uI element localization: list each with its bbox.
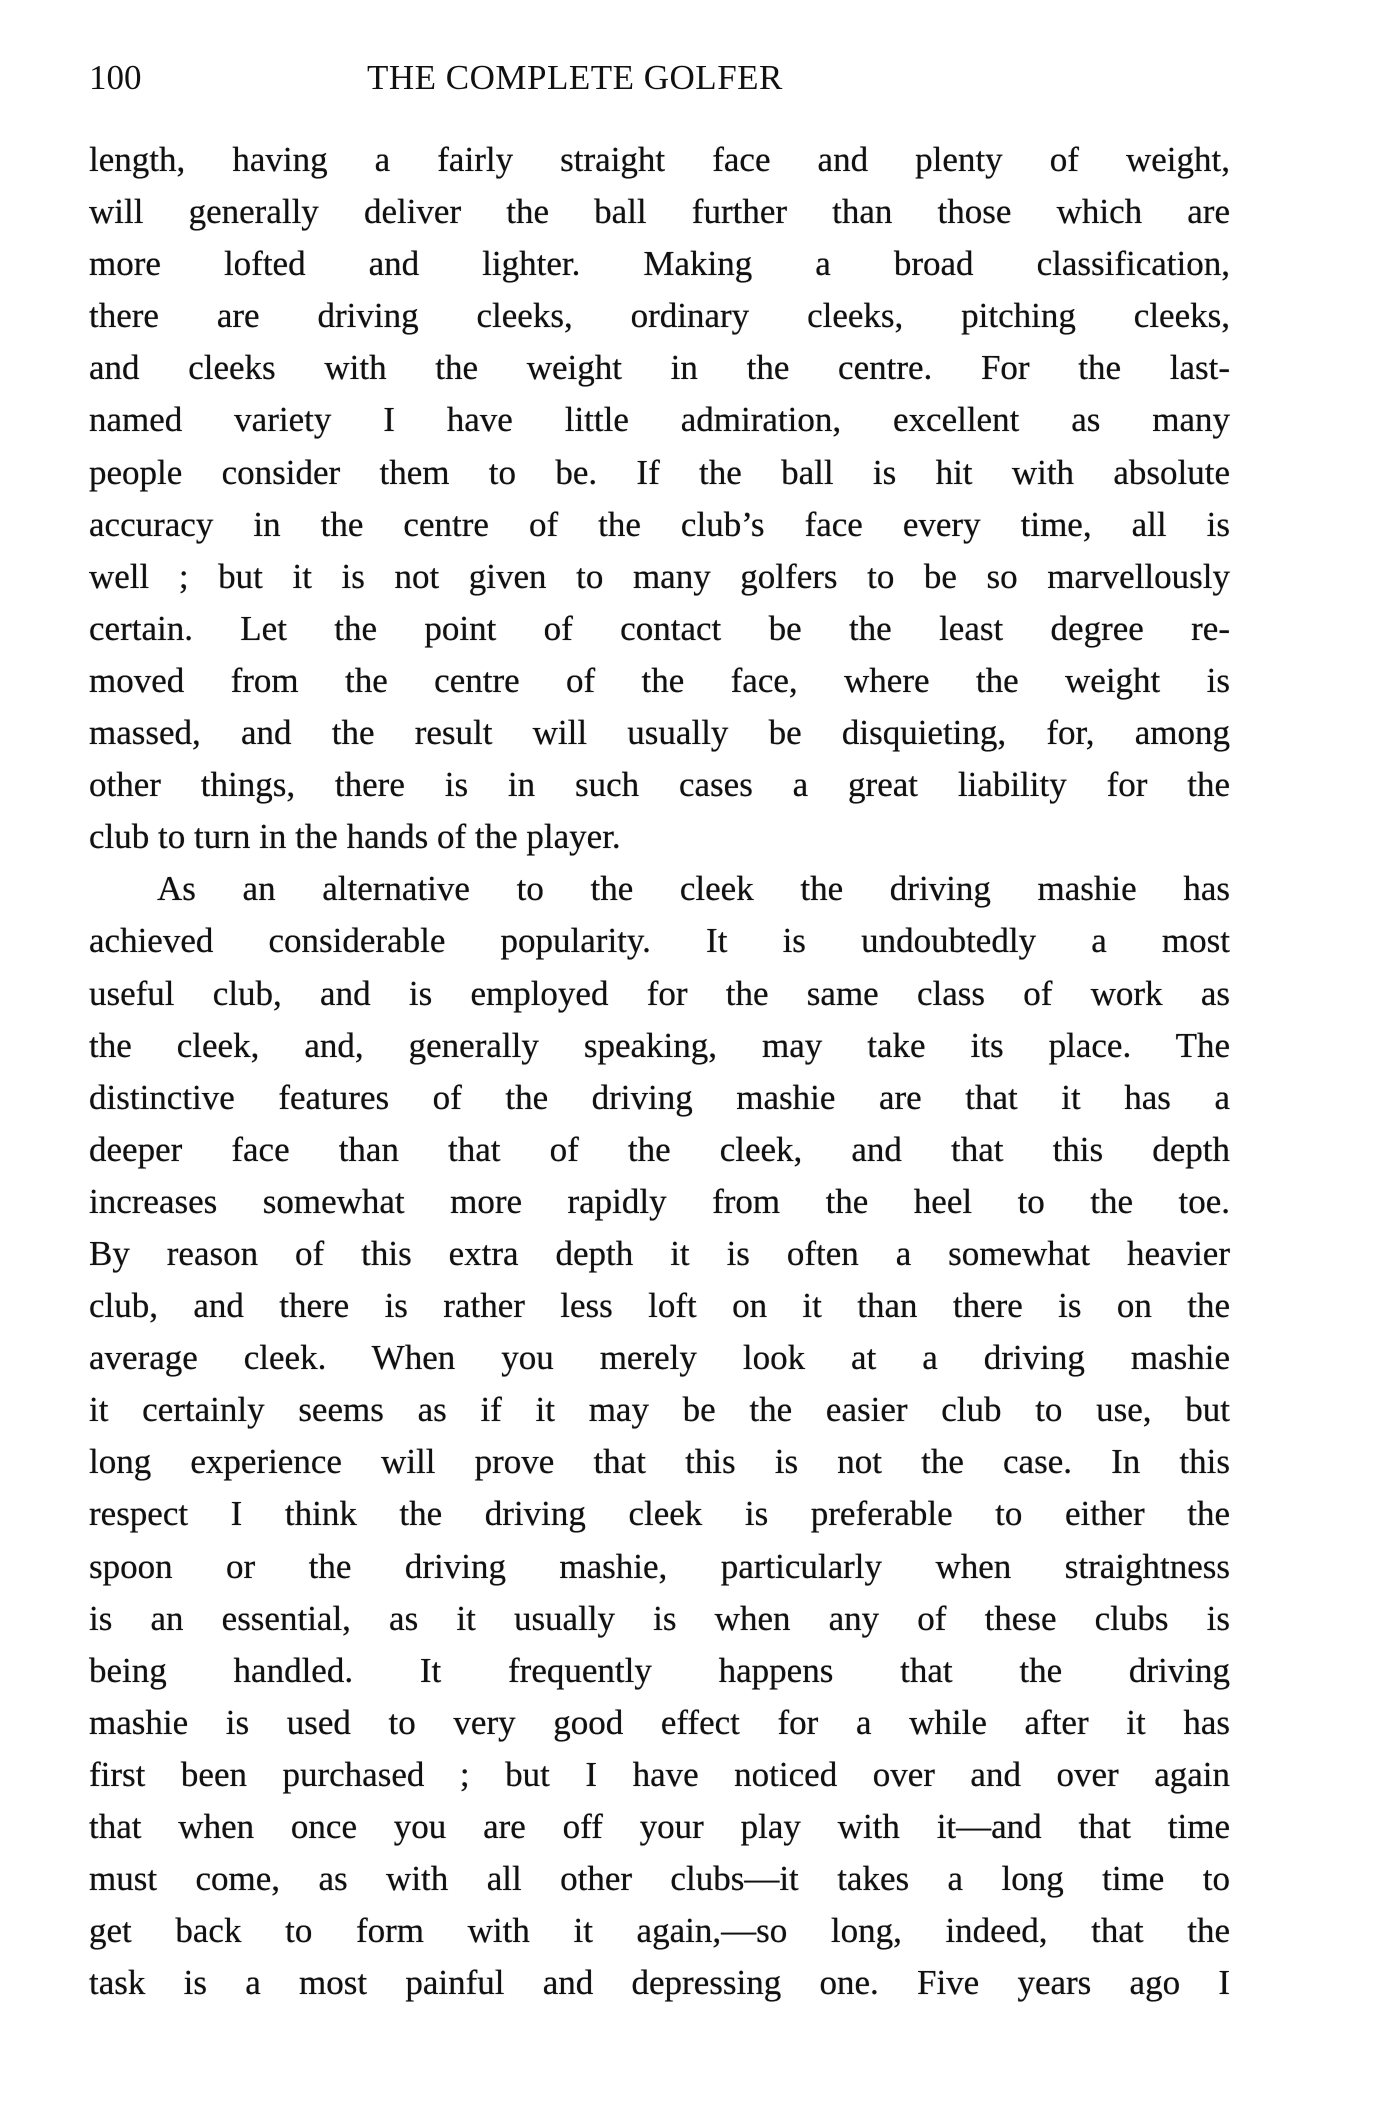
- text-line: people consider them to be. If the ball is hit with absolute: [89, 452, 1230, 492]
- text-line: there are driving cleeks, ordinary cleeks, pitching cleeks,: [89, 296, 1230, 336]
- text-line: mashie is used to very good effect for a while after it has: [89, 1702, 1230, 1742]
- text-line: that when once you are off your play with it—and that time: [89, 1807, 1230, 1846]
- text-line: massed, and the result will usually be disquieting, for, among: [89, 713, 1230, 753]
- text-line: distinctive features of the driving mashie are that it has a: [89, 1077, 1230, 1117]
- running-title: THE COMPLETE GOLFER: [367, 58, 783, 97]
- text-line: By reason of this extra depth it is often a somewhat heavier: [89, 1233, 1230, 1273]
- page-number: 100: [89, 58, 142, 97]
- text-line: first been purchased ; but I have noticed over and over again: [89, 1754, 1230, 1794]
- text-line: club to turn in the hands of the player.: [89, 817, 621, 857]
- text-line: get back to form with it again,—so long, indeed, that the: [89, 1911, 1230, 1951]
- text-line: is an essential, as it usually is when any of these clubs is: [89, 1598, 1230, 1638]
- text-line: moved from the centre of the face, where the weight is: [89, 660, 1230, 700]
- text-line: will generally deliver the ball further than those which are: [89, 192, 1230, 232]
- running-header: [89, 58, 1230, 102]
- text-line: well ; but it is not given to many golfers to be so marvellously: [89, 556, 1230, 596]
- text-line: club, and there is rather less loft on it than there is on the: [89, 1286, 1230, 1326]
- text-line: deeper face than that of the cleek, and that this depth: [89, 1129, 1230, 1169]
- text-line: must come, as with all other clubs—it takes a long time to: [89, 1859, 1230, 1899]
- text-line: long experience will prove that this is not the case. In this: [89, 1442, 1230, 1482]
- text-line: average cleek. When you merely look at a driving mashie: [89, 1338, 1230, 1378]
- text-line: task is a most painful and depressing one. Five years ago I: [89, 1963, 1230, 2003]
- text-line: being handled. It frequently happens that the driving: [89, 1650, 1230, 1690]
- text-line: certain. Let the point of contact be the least degree re-: [89, 608, 1230, 648]
- text-line: achieved considerable popularity. It is undoubtedly a most: [89, 921, 1230, 961]
- text-line: As an alternative to the cleek the driving mashie has: [157, 869, 1230, 909]
- body-text: [89, 134, 1230, 2009]
- text-line: respect I think the driving cleek is preferable to either the: [89, 1494, 1230, 1534]
- text-line: increases somewhat more rapidly from the heel to the toe.: [89, 1181, 1230, 1221]
- text-line: the cleek, and, generally speaking, may take its place. The: [89, 1025, 1230, 1065]
- text-line: it certainly seems as if it may be the easier club to use, but: [89, 1390, 1230, 1430]
- text-line: useful club, and is employed for the same class of work as: [89, 973, 1230, 1013]
- text-line: more lofted and lighter. Making a broad classification,: [89, 244, 1230, 284]
- text-line: named variety I have little admiration, excellent as many: [89, 400, 1230, 440]
- text-line: spoon or the driving mashie, particularly when straightness: [89, 1546, 1230, 1586]
- text-line: and cleeks with the weight in the centre. For the last-: [89, 348, 1230, 388]
- text-line: length, having a fairly straight face and plenty of weight,: [89, 140, 1230, 179]
- text-line: accuracy in the centre of the club’s face every time, all is: [89, 504, 1230, 544]
- text-line: other things, there is in such cases a great liability for the: [89, 765, 1230, 805]
